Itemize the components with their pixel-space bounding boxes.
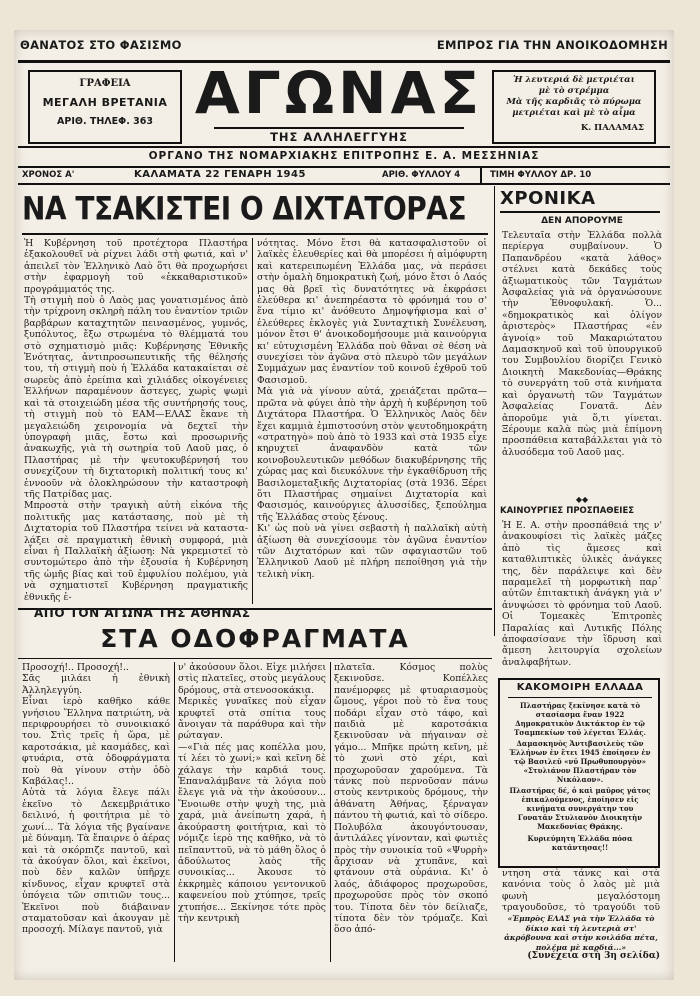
divider	[330, 662, 331, 962]
main-article-col1: Ἡ Κυβέρνηση τοῦ προτέχτορα Πλαστήρα ἐξακολουθεῖ νὰ ρίχνει λάδι στὴ φωτιά, καὶ ν' ἀπειλεῖ τὸν Ἑλληνικὸ Λαὸ ὅτι θὰ προχωρήσει στὴν ἐφαρμογὴ τοῦ «ἐκκαθαριστικοῦ» προγράμματός της. Τὴ στιγμὴ ποὺ ὁ Λαὸς μας γονατισμένος ἀπὸ τὴν τρίχρονη σκληρὴ πάλη του ἐναντίον τριῶν βαρβάρων καταχτητῶν πεινασμένος, γυμνός, ξυπόλυτος, ἔξω στρωμένα τὸ θλέμματά του στὸ σχηματισμὸ μιᾶς: Κυβέρνησης Ἐθνικῆς Ἑνότητας, ἀντιπροσωπευτικῆς τῆς θέλησής του, τὴ στιγμὴ ποὺ ἡ Ἑλλάδα κατακαίεται σὲ σωρεὺς ἀπὸ ἐρείπια καὶ χιλιάδες οἰκογένειες Ἑλλήνων παραμένουν ἄστεγες, χωρὶς ψωμὶ καὶ τὰ στοιχειώδη μέσα τῆς συντήρησής τους, τὴ στιγμὴ ποὺ τὸ ΕΑΜ—ΕΛΑΣ ἔκανε τὴ μεγαλειώδη χειρονομία νὰ δεχτεῖ τὴν ὑπογραφὴ μιᾶς, ἔστω καὶ προσωρινῆς ἀνακωχῆς, γιὰ τὴ σωτηρία τοῦ Λαοῦ μας, ὁ Πλαστήρας μὲ τὴν ψευτοκυβέρνησή του συνεχίζουν τὴ διχτατορικὴ πολιτική τους κι' ἐννοοῦν νὰ ὁλοκληρώσουν τὴν καταστροφὴ τῆς Πατρίδας μας. Μπροστὰ στὴν τραγικὴ αὐτὴ εἰκόνα τῆς πολιτικῆς μας κατάστασης, ποὺ μὲ τὴ Διχτατορία τοῦ Πλαστήρα τείνει νὰ κατασταλάξει σὲ πραγματικὴ ἐθνικὴ συμφορά, μιὰ εἶναι ἡ Παλλαϊκὴ ἀξίωση: Νὰ γκρεμιστεῖ τὸ συντομώτερο ἀπὸ τὴν ἐξουσία ἡ Κυβέρνηση τῆς ὠμῆς βίας καὶ τοῦ ἐμφυλίου πολέμου, γιὰ νὰ σχηματιστεῖ Κυβέρνηση πραγματικῆς ἐθνικῆς ἑ-	[24, 238, 248, 603]
chronika-subheading-1: ΔΕΝ ΑΠΟΡΟΥΜΕ	[541, 216, 623, 226]
kakomoiri-title: ΚΑΚΟΜΟΙΡΗ ΕΛΛΑΔΑ	[516, 682, 644, 693]
divider	[252, 238, 253, 604]
divider	[480, 167, 482, 183]
price-label: ΤΙΜΗ ΦΥΛΛΟΥ ΔΡ. 10	[490, 170, 592, 180]
divider	[18, 183, 670, 185]
office-label: ΓΡΑΦΕΙΑ	[79, 78, 131, 89]
masthead-title: ΑΓΩΝΑΣ	[194, 59, 484, 127]
separator-dots: ◆◆	[575, 494, 589, 504]
divider	[18, 166, 670, 168]
divider	[18, 146, 670, 148]
barricades-headline: ΣΤΑ ΟΔΟΦΡΑΓΜΑΤΑ	[100, 624, 410, 653]
masthead-subtitle: ΤΗΣ ΑΛΛΗΛΕΓΓΥΗΣ	[270, 130, 408, 144]
barricades-col2: ν' ἀκούσουν ὅλοι. Εἶχε μιλήσει στὶς πλατεῖες, στοὺς μεγάλους δρόμους, στὰ στενοσοκάκια. Μερικὲς γυναῖκες ποὺ εἶχαν κρυφτεῖ στὰ σπίτια τους ἄνοιγαν τὰ παράθυρα καὶ τὴν ρώταγαν. —«Γιὰ πές μας κοπέλλα μου, τί λέει τὸ χωνί;» καὶ κεῖνη δὲ χάλαγε τὴν καρδιά τους. Ἐπαναλάμβανε τὰ λόγια ποὺ ἔλεγε γιὰ νὰ τὴν ἀκούσουν... Ἔνοιωθε στὴν ψυχὴ της, μιὰ χαρά, μιὰ ἀνείπωτη χαρά, ἡ ἀκούραστη φοιτήτρια, καὶ τὸ νόμιζε ἱερὸ της καθῆκο, νὰ τὸ πεῖπανττοῦ, νὰ τὸ μάθη ὅλος ὁ ἀδούλωτος λαὸς τῆς συνοικίας... Ἀκουσε τὸ ἐκκρημὲς κάποιου γεντονικοῦ καφενείου ποὺ χτύπησε, τρεῖς χτυπήσε... Ξεκίνησε τότε πρὸς τὴν κεντρικὴ	[178, 662, 326, 924]
date-label: ΚΑΛΑΜΑΤΑ 22 ΓΕΝΑΡΗ 1945	[134, 169, 306, 180]
main-headline: ΝΑ ΤΣΑΚΙΣΤΕΙ Ο ΔΙΧΤΑΤΟΡΑΣ	[22, 189, 467, 228]
athens-kicker: ΑΠΟ ΤΟΝ ΑΓΩΝΑ ΤΗΣ ΑΘΗΝΑΣ	[34, 606, 251, 620]
year-label: ΧΡΟΝΟΣ Α'	[22, 170, 75, 180]
divider	[494, 186, 495, 636]
slogan-right: ΕΜΠΡΟΣ ΓΙΑ ΤΗΝ ΑΝΟΙΚΟΔΟΜΗΣΗ	[436, 38, 668, 52]
kakomoiri-paragraph: Πλαστήρας δέ, ὁ καὶ μαῦρος γάτος ἐπικαλούμενος, ἐποίησεν εἰς κινήματα συνεργάτην του Γονατᾶν Στυλιανὸν Διοικητὴν Μακεδονίας Θράκης.	[509, 786, 651, 831]
office-phone: ΑΡΙΘ. ΤΗΛΕΦ. 363	[57, 116, 153, 127]
song-verse: «Ἐμπρὸς ΕΛΑΣ γιὰ τὴν Ἑλλάδα τὸ δίκιο καὶ τὴ λευτεριὰ στ' ἀκρόβουνα καὶ στὴν κοιλάδα πέτα, πολέμα μὲ καρδιά...»	[504, 914, 658, 952]
divider	[18, 658, 492, 659]
kakomoiri-paragraph: Πλαστήρας ξεκίνησε κατὰ τὸ στασίασμα ἔναν 1922 Δημοκρατικὸν Δικτάκτορ ἐν τῷ Τσαμπεκίων τοῦ λέγεται Ἐλλάς.	[514, 701, 646, 737]
continuation-text: ντηση στὰ τάνκς καὶ στὰ κανόνια τοὺς ὁ λαὸς μὲ μιὰ φωνὴ μεγαλόστομη τραγουδοῦσε, τὸ τραγούδι τοῦ	[502, 868, 660, 914]
quote-text: Ἡ λευτεριά δὲ μετριέται μὲ τὸ στρέμμα Μὰ τῆς καρδιᾶς τὸ πύρωμα μετριέται καὶ μὲ τὸ αἷμα	[506, 75, 642, 118]
chronika-text-2: Ἡ Ε. Α. στὴν προσπάθειά της ν' ἀνακουφίσει τὶς λαϊκὲς μάζες ἀπὸ τὶς ἄμεσες καὶ καταθλιπτικὲς ὑλικὲς ἀνάγκες της, δὲν παράλειψε καὶ δὲν παραμελεῖ τὴ μορφωτικὴ παρ᾽ αὐτῶν ἐπιτακτικὴ ἀνάγκη γιὰ ν' ἀνυψώσει τὸ φρόνημα τοῦ Λαοῦ. Οἱ Τομεακὲς Ἐπιτροπὲς Παραλίας καὶ Λυτικῆς Πόλης ἀποφασίσανε τὴν ἵδρυση καὶ ἄμεση λειτουργία σχολείων ἀναλφαβήτων.	[502, 520, 662, 668]
barricades-col3: πλατεῖα. Κόσμος πολὺς ξεκινοῦσε. Κοπέλλες πανέμορφες μὲ φτυαριασμοὺς ὤμους, γέροι ποὺ τὸ ἕνα τους ποδάρι εἶχαν στὸ τάφο, καὶ παιδιὰ μὲ καροτσάκια ξεκινοῦσαν νὰ πήγαιναν σὲ γάμο... Μπῆκε πρώτη κεῖνη, μὲ τὸ χωνὶ στὸ χέρι, καὶ προχωροῦσαν χαρούμενα. Τὰ τάνκς ποὺ περνοῦσαν πάνω στοὺς κεντρικοὺς δρόμους, τὴν ἀθάνατη Ἀθήνας, ξέρναγαν πάντου τὴ φωτιά, καὶ τὸ σίδερο. Πολυβόλα ἀκουγόντουσαν, ἀντιλάλες γίνονταν, καὶ φωτιὲς πρὸς τὴν συνοικία τοῦ «Ψυρρὴ» ἄρχισαν νὰ χτυπᾶνε, καὶ φτάνουν στὰ οὐράνια. Κι' ὁ λαός, ἀδιάφορος προχωροῦσε, προχωροῦσε πρὸς τὸν σκοπό του. Τίποτα δὲν τὸν δείλιαζε, τίποτα δὲν τὸν τρόμαζε. Καὶ ὅσο ἀπό-	[334, 662, 488, 936]
divider	[22, 233, 488, 235]
kakomoiri-paragraph: Κυριεύμητη Ἑλλάδα πόσα κατάντησας!!	[527, 834, 633, 852]
issue-label: ΑΡΙΘ. ΦΥΛΛΟΥ 4	[382, 170, 461, 180]
divider	[214, 127, 464, 129]
slogan-left: ΘΑΝΑΤΟΣ ΣΤΟ ΦΑΣΙΣΜΟ	[20, 38, 182, 52]
newspaper-page	[14, 30, 674, 980]
quote-author: Κ. ΠΑΛΑΜΑΣ	[580, 123, 644, 133]
chronika-title: ΧΡΟΝΙΚΑ	[500, 188, 596, 209]
office-location: ΜΕΓΑΛΗ ΒΡΕΤΑΝΙΑ	[42, 96, 168, 109]
divider	[500, 211, 660, 213]
barricades-col1: Προσοχή!.. Προσοχή!.. Σᾶς μιλάει ἡ ἐθνικὴ Ἀλληλεγγύη. Εἶναι ἱερὸ καθῆκο κάθε γνήσιου Ἕλληνα πατριώτη, νὰ περιφρουρήσει τὸ συνοικιακό του. Στὶς τρεῖς ἡ ὥρα, μὲ καροτσάκια, μὲ κασμάδες, καὶ φτυάρια, στὰ ὁδοφράγματα ποὺ θὰ γίνουν στὴν ὁδὸ Καβάλας!.. Αὐτὰ τὰ λόγια ἔλεγε πάλι ἐκεῖνο τὸ Δεκεμβριάτικο δειλινό, ἡ φοιτήτρια μὲ τὸ χωνί... Τὰ λόγια τῆς βγαίνανε μὲ δύναμη. Τὰ ἔπαιρνε ὁ ἀέρας καὶ τὰ σκόρπιζε παντοῦ, καὶ τὰ ἀκούγαν ὅλοι, καὶ ἐκεῖνοι, ποὺ δὲν καλῶν ὑπῆρχε κίνδυνος, εἶχαν κρυφτεῖ στὰ ὑπόγεια τῶν σπιτιῶν τους... Ἐκεῖνοι ποὺ διάβαιναν σταματοῦσαν καὶ ἀκουγαν μὲ προσοχή. Μίλαγε παντοῦ, γιὰ	[22, 662, 170, 936]
organ-line: ΟΡΓΑΝΟ ΤΗΣ ΝΟΜΑΡΧΙΑΚΗΣ ΕΠΙΤΡΟΠΗΣ Ε. Α. ΜΕΣΣΗΝΙΑΣ	[148, 150, 540, 162]
chronika-subheading-2: ΚΑΙΝΟΥΡΓΙΕΣ ΠΡΟΣΠΑΘΕΙΕΣ	[500, 506, 635, 516]
continued-note: (Συνέχεια στὴ 3η σελίδα)	[527, 951, 660, 961]
kakomoiri-paragraph: Δαμασκηνὸς Ἀντιβασιλεὺς τῶν Ἑλλήνων ἐν ἔτει 1945 ἐποίησεν ἐν τῷ Βασιλεῦ «νῦ Πρωθυπουργὸν» «Στυλιάνον Πλαστήραν τὸν Νικόλαον».	[509, 739, 651, 784]
divider	[174, 662, 175, 962]
chronika-text-1: Τελευταῖα στὴν Ἑλλάδα πολλὰ περίεργα συμβαίνουν. Ὁ Παπανδρέου «κατὰ λάθος» στέλνει κατὰ δεκάδες τοὺς ἀξιωματικοὺς τῶν Ταγμάτων Ἀσφαλείας γιὰ νὰ ὀργανώσουνε τὴν Ἐθνοφυλακή. Ὁ... «δημοκρατικὸς καὶ ὀλίγον ἀριστερὸς» Πλαστήρας «ἐν ἀγνοίᾳ» τοῦ Μακαριώτατου Δαμασκηνοῦ καὶ τοῦ ὑπουργικοῦ του Συμβουλίου διορίζει Γενικὸ Διοικητὴ Μακεδονίας—Θράκης τὸ συνεργάτη τοῦ στὰ κινήματα καὶ ὀργανωτὴ τῶν Ταγμάτων Ἀσφαλείας Γονατᾶ. Δὲν ἀποροῦμε γιὰ ὅ,τι γίνεται. Ξέρουμε καλὰ πὼς μιὰ ἐπίμονη προσπάθεια καταβάλλεται γιὰ τὸ ἀλυσόδεμα τοῦ Λαοῦ μας.	[502, 230, 662, 458]
main-article-col2: νότητας. Μόνο ἔτσι θὰ κατασφαλιστοῦν οἱ λαϊκὲς ἐλευθερίες καὶ θὰ μπορέσει ἡ αἱμόφυρτη καὶ κατερειπωμένη Ἑλλάδα μας, νὰ περάσει στὴν ὁμαλὴ δημοκρατικὴ ζωή, μόνο ἔτσι ὁ Λαός μας θὰ βρεῖ τὶς δυνατότητες νὰ ἐκφράσει ἐλεύθερα κι' ἀνεπηρέαστα τὸ φρόνημά του σ' ἕνα τίμιο κι' ἀνόθευτο Δημοψήφισμα καὶ σ' ἐλεύθερες ἐκλογὲς γιὰ Συνταχτικὴ Συνέλευση, μόνον ἔτσι θ' ἀνοικοδομήσουμε μιὰ καινούργια κι' εὐτυχισμένη Ἑλλάδα ποὺ θἄναι σὲ θέση νὰ συνεχίσει τὸν ἀγῶνα στὸ πλευρὸ τῶν μεγάλων Συμμάχων μας ἐναντίον τοῦ κοινοῦ ἐχθροῦ τοῦ Φασισμοῦ. Μὰ γιὰ νὰ γίνουν αὐτά, χρειάζεται πρῶτα—πρῶτα νὰ φύγει ἀπὸ τὴν ἀρχὴ ἡ κυβέρνηση τοῦ Διχτάτορα Πλαστήρα. Ὁ Ἑλληνικὸς Λαὸς δὲν ἔχει καμμιὰ ἐμπιστοσύνη στὸν ψευτοδημοκράτη «στρατηγὸ» ποὺ ἀπὸ τὸ 1933 καὶ στὰ 1935 εἶχε κηρυχτεῖ ἀναφανδὸν κατὰ τῶν κοινοβουλευτικῶν μεθόδων διακυβέρνησης τῆς χώρας μας καὶ διευκόλυνε τὴν ἐγκαθίδρυση τῆς Βασιλομεταξικῆς Διχτατορίας (στὰ 1936. Ξέρει ὅτι Πλαστήρας σημαίνει Διχτατορία καὶ Φασισμός, καινούργιες ἀλυσσίδες, ξεπούλημα τῆς Ἑλλάδας στοὺς ξένους. Κι' ὡς ποὺ νὰ γίνει σεβαστὴ ἡ παλλαϊκὴ αὐτὴ ἀξίωση θὰ συνεχίσουμε τὸν ἀγῶνα ἐναντίον τῶν Διχτατόρων καὶ τῶν σφαγιαστῶν τοῦ Ἑλληνικοῦ Λαοῦ μὲ πλήρη πεποίθηση γιὰ τὴν τελικὴ νίκη.	[257, 238, 487, 580]
divider	[508, 697, 652, 698]
